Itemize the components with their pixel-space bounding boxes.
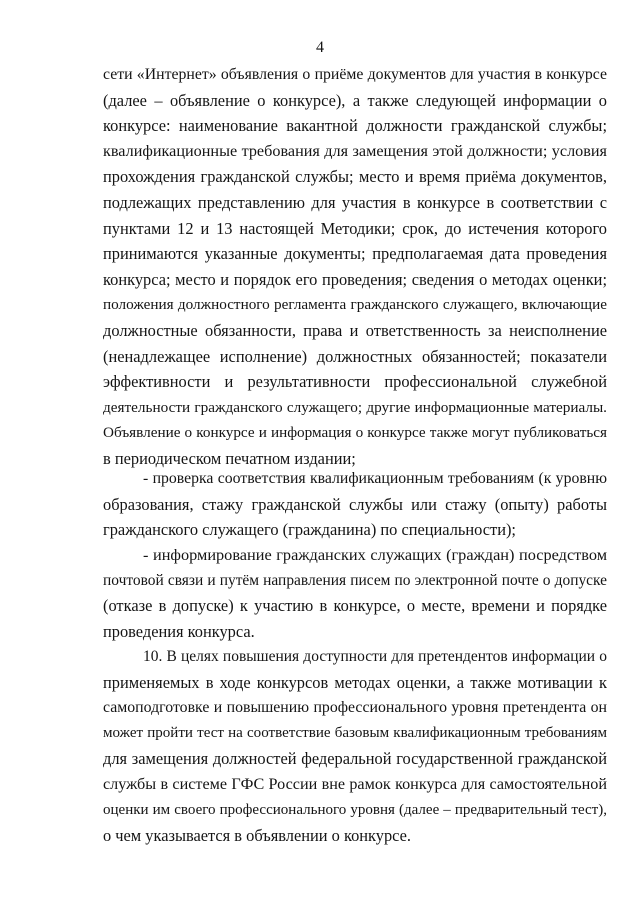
text-line: почтовой связи и путём направления писем по электронной почте о допуске bbox=[103, 571, 607, 589]
list-item-informing bbox=[103, 542, 607, 644]
text-line: может пройти тест на соответствие базовым квалификационным требованиям bbox=[103, 724, 607, 741]
text-line: деятельности гражданского служащего; другие информационные материалы. bbox=[103, 398, 607, 416]
text-line: конкурсе: наименование вакантной должности гражданской службы; bbox=[103, 116, 607, 136]
paragraph-continuation bbox=[103, 62, 607, 472]
text-line: пунктами 12 и 13 настоящей Методики; срок, до истечения которого bbox=[103, 218, 607, 238]
text-line: в периодическом печатном издании; bbox=[103, 448, 356, 468]
text-line: (ненадлежащее исполнение) должностных обязанностей; показатели bbox=[103, 346, 607, 366]
text-line: прохождения гражданской службы; место и время приёма документов, bbox=[103, 167, 607, 187]
text-line: образования, стажу гражданской службы или стажу (опыту) работы bbox=[103, 494, 607, 514]
text-line: Объявление о конкурсе и информация о конкурсе также могут публиковаться bbox=[103, 424, 607, 442]
list-item-qualification-check bbox=[103, 466, 607, 543]
text-line: службы в системе ГФС России вне рамок конкурса для самостоятельной bbox=[103, 775, 607, 793]
text-line: принимаются указанные документы; предполагаемая дата проведения bbox=[103, 244, 607, 264]
text-line: - проверка соответствия квалификационным требованиям (к уровню bbox=[143, 470, 607, 487]
text-line: применяемых в ходе конкурсов методах оценки, а также мотивации к bbox=[103, 672, 607, 692]
text-line: должностные обязанности, права и ответственность за неисполнение bbox=[103, 320, 607, 340]
text-line: - информирование гражданских служащих (граждан) посредством bbox=[143, 545, 607, 564]
text-line: о чем указывается в объявлении о конкурсе. bbox=[103, 826, 412, 846]
page-number: 4 bbox=[316, 39, 324, 56]
text-line: 10. В целях повышения доступности для претендентов информации о bbox=[143, 648, 607, 665]
text-line: положения должностного регламента гражданского служащего, включающие bbox=[103, 296, 607, 314]
text-line: квалификационные требования для замещения этой должности; условия bbox=[103, 141, 607, 160]
clause-10 bbox=[103, 644, 607, 849]
text-line: конкурса; место и порядок его проведения; сведения о методах оценки; bbox=[103, 269, 607, 289]
text-line: сети «Интернет» объявления о приёме документов для участия в конкурсе bbox=[103, 66, 607, 83]
text-line: подлежащих представлению для участия в конкурсе в соответствии с bbox=[103, 192, 607, 212]
text-line: (далее – объявление о конкурсе), а также следующей информации о bbox=[103, 90, 607, 110]
text-line: (отказе в допуске) к участию в конкурсе, о месте, времени и порядке bbox=[103, 596, 607, 616]
text-line: эффективности и результативности профессиональной служебной bbox=[103, 372, 607, 392]
text-line: самоподготовке и повышению профессионального уровня претендента он bbox=[103, 699, 607, 717]
text-line: оценки им своего профессионального уровня (далее – предварительный тест), bbox=[103, 801, 607, 818]
text-line: проведения конкурса. bbox=[103, 621, 255, 641]
text-line: гражданского служащего (гражданина) по специальности); bbox=[103, 520, 516, 540]
text-line: для замещения должностей федеральной государственной гражданской bbox=[103, 749, 607, 769]
